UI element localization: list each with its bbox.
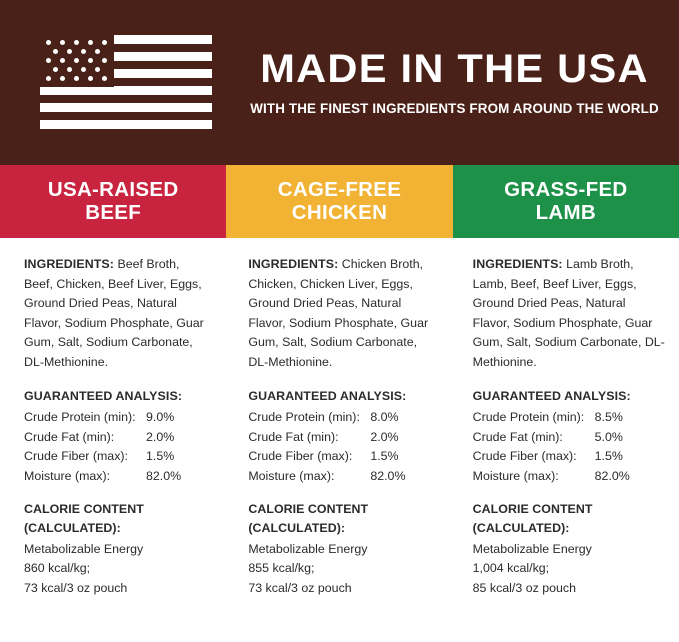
- ingredients-label-beef: INGREDIENTS:: [24, 257, 115, 271]
- analysis-row: [473, 447, 665, 467]
- calorie-line: Metabolizable Energy: [248, 541, 368, 556]
- ingredients-label-lamb: INGREDIENTS:: [472, 257, 563, 271]
- analysis-row: [24, 467, 208, 487]
- ingredients-text-chicken: Chicken Broth, Chicken, Chicken Liver, Eggs, Ground Dried Peas, Natural Flavor, Sodium Phosphate, Guar Gum, Salt, Sodium Carbonate, DL-Methionine.: [248, 257, 429, 369]
- nutrition-column-chicken: [226, 238, 452, 599]
- calorie-title-lamb: CALORIE CONTENT (CALCULATED):: [472, 501, 593, 536]
- banner-title: MADE IN THE USA: [260, 46, 649, 91]
- analysis-row-value: 5.0%: [594, 429, 623, 444]
- analysis-title-lamb: GUARANTEED ANALYSIS:: [472, 388, 631, 403]
- analysis-row-name: Crude Fiber (max):: [24, 449, 128, 464]
- ingredients-paragraph-beef: [24, 255, 208, 373]
- calorie-line: 1,004 kcal/kg;: [472, 561, 550, 576]
- flavor-heading-chicken-line2: CHICKEN: [291, 200, 388, 224]
- ingredients-paragraph-chicken: [248, 255, 436, 373]
- analysis-row-value: 1.5%: [146, 449, 175, 464]
- flavor-heading-row: [0, 165, 679, 238]
- analysis-row-value: 8.5%: [594, 410, 623, 425]
- analysis-row-name: Moisture (max):: [472, 468, 559, 483]
- analysis-row-value: 2.0%: [370, 429, 399, 444]
- calorie-title-beef: CALORIE CONTENT (CALCULATED):: [24, 501, 144, 536]
- flavor-heading-chicken: [226, 165, 452, 238]
- analysis-row-value: 1.5%: [594, 449, 623, 464]
- ingredients-paragraph-lamb: [473, 255, 665, 373]
- calorie-line: 73 kcal/3 oz pouch: [248, 580, 352, 595]
- flavor-heading-beef: [0, 165, 226, 238]
- nutrition-columns: [0, 238, 679, 599]
- flavor-heading-chicken-line1: CAGE-FREE: [277, 177, 402, 201]
- calorie-line: Metabolizable Energy: [24, 541, 144, 556]
- analysis-row-name: Crude Protein (min):: [248, 410, 360, 425]
- calorie-lines-chicken: [248, 540, 436, 599]
- analysis-row: [473, 428, 665, 448]
- ingredients-text-lamb: Lamb Broth, Lamb, Beef, Beef Liver, Eggs, Ground Dried Peas, Natural Flavor, Sodium Phosphate, Guar Gum, Salt, Sodium Carbonate, DL-Methionine.: [472, 257, 665, 369]
- analysis-row: [24, 428, 208, 448]
- analysis-row-value: 82.0%: [594, 468, 630, 483]
- analysis-row-name: Crude Fat (min):: [24, 429, 115, 444]
- analysis-table-beef: [24, 408, 208, 486]
- analysis-row-value: 8.0%: [370, 410, 399, 425]
- analysis-row-value: 2.0%: [146, 429, 175, 444]
- analysis-row: [248, 467, 436, 487]
- analysis-row-name: Crude Fat (min):: [472, 429, 563, 444]
- analysis-row-value: 9.0%: [146, 410, 175, 425]
- calorie-lines-beef: [24, 540, 208, 599]
- analysis-table-lamb: [473, 408, 665, 486]
- calorie-lines-lamb: [473, 540, 665, 599]
- usa-flag-icon: [40, 35, 212, 131]
- made-in-usa-banner: [0, 0, 679, 165]
- analysis-row: [24, 408, 208, 428]
- ingredients-text-beef: Beef Broth, Beef, Chicken, Beef Liver, Eggs, Ground Dried Peas, Natural Flavor, Sodium Phosphate, Guar Gum, Salt, Sodium Carbonate, DL-Methionine.: [24, 257, 204, 369]
- analysis-row-name: Crude Fiber (max):: [472, 449, 577, 464]
- calorie-line: 855 kcal/kg;: [248, 561, 315, 576]
- banner-text-block: [238, 46, 679, 117]
- analysis-row-name: Crude Protein (min):: [24, 410, 136, 425]
- flavor-heading-lamb: [453, 165, 679, 238]
- analysis-row: [24, 447, 208, 467]
- calorie-line: 85 kcal/3 oz pouch: [472, 580, 576, 595]
- flavor-heading-lamb-line2: LAMB: [535, 200, 597, 224]
- flavor-heading-beef-line2: BEEF: [85, 200, 142, 224]
- analysis-row-value: 1.5%: [370, 449, 399, 464]
- nutrition-column-lamb: [453, 238, 679, 599]
- analysis-row: [248, 447, 436, 467]
- calorie-line: 73 kcal/3 oz pouch: [24, 580, 128, 595]
- analysis-row-name: Moisture (max):: [248, 468, 335, 483]
- analysis-row: [248, 408, 436, 428]
- analysis-title-chicken: GUARANTEED ANALYSIS:: [248, 388, 407, 403]
- flavor-heading-beef-line1: USA-RAISED: [47, 177, 179, 201]
- analysis-table-chicken: [248, 408, 436, 486]
- analysis-row: [473, 408, 665, 428]
- banner-subtitle: WITH THE FINEST INGREDIENTS FROM AROUND THE WORLD: [250, 100, 659, 116]
- flavor-heading-lamb-line1: GRASS-FED: [504, 177, 628, 201]
- analysis-row-name: Moisture (max):: [24, 468, 111, 483]
- analysis-title-beef: GUARANTEED ANALYSIS:: [24, 388, 183, 403]
- analysis-row: [248, 428, 436, 448]
- analysis-row-name: Crude Fat (min):: [248, 429, 339, 444]
- nutrition-column-beef: [0, 238, 226, 599]
- ingredients-label-chicken: INGREDIENTS:: [248, 257, 339, 271]
- calorie-line: Metabolizable Energy: [472, 541, 592, 556]
- analysis-row-value: 82.0%: [146, 468, 182, 483]
- calorie-line: 860 kcal/kg;: [24, 561, 91, 576]
- analysis-row-name: Crude Protein (min):: [472, 410, 585, 425]
- analysis-row-value: 82.0%: [370, 468, 406, 483]
- calorie-title-chicken: CALORIE CONTENT (CALCULATED):: [248, 501, 369, 536]
- analysis-row-name: Crude Fiber (max):: [248, 449, 353, 464]
- analysis-row: [473, 467, 665, 487]
